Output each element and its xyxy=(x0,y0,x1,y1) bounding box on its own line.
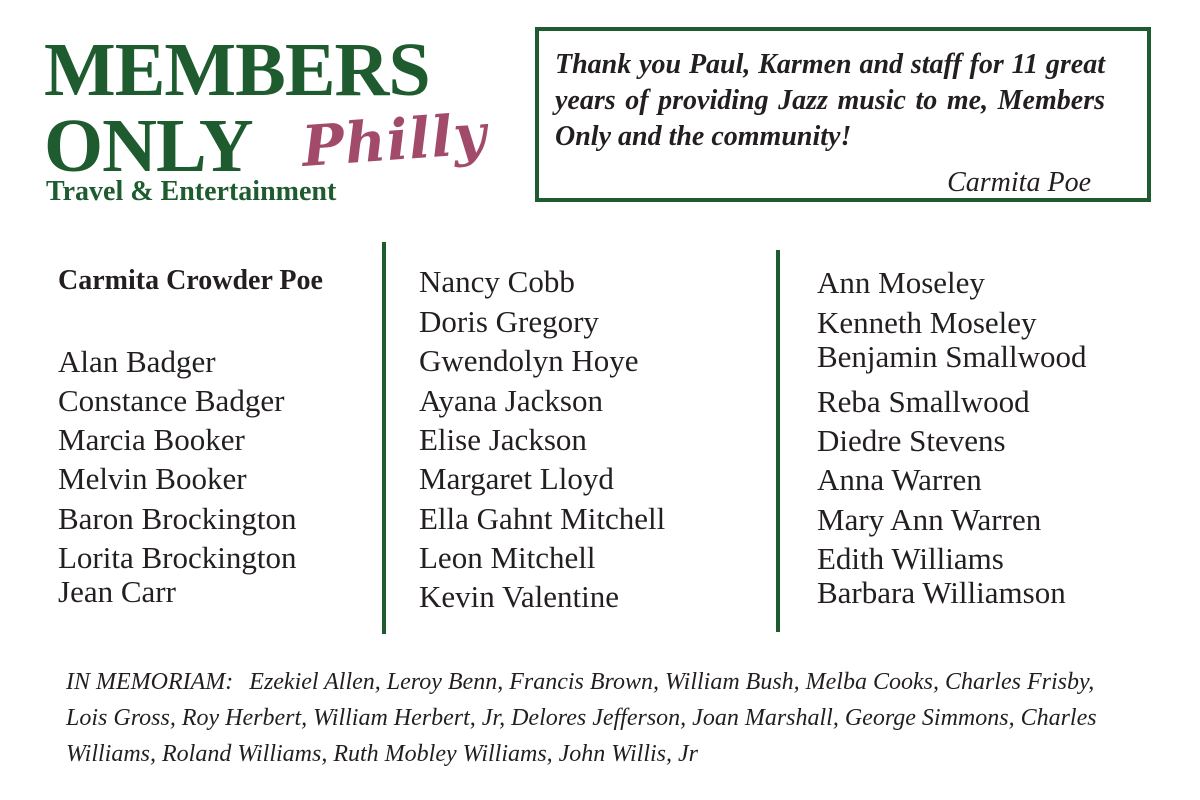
member-name: Marcia Booker xyxy=(58,422,245,457)
member-name: Alan Badger xyxy=(58,344,216,379)
member-name: Baron Brockington xyxy=(58,501,297,536)
member-name: Gwendolyn Hoye xyxy=(419,343,639,378)
headliner-name: Carmita Crowder Poe xyxy=(58,265,323,296)
member-name: Melvin Booker xyxy=(58,461,247,496)
member-name: Ayana Jackson xyxy=(419,383,603,418)
member-name: Edith Williams xyxy=(817,541,1004,576)
member-name: Kenneth Moseley xyxy=(817,305,1037,340)
in-memoriam-names: Ezekiel Allen, Leroy Benn, Francis Brown, William Bush, Melba Cooks, Charles Frisby, Lois Gross, Roy Herbert, William Herbert, Jr, Delores Jefferson, Joan Marshall, George Simmons, Charles Williams, Roland Williams, Ruth Mobley Williams, John Willis, Jr xyxy=(66,669,1097,767)
members-only-philly-logo xyxy=(44,30,504,210)
member-name: Ella Gahnt Mitchell xyxy=(419,501,666,536)
member-name: Elise Jackson xyxy=(419,422,587,457)
member-name: Doris Gregory xyxy=(419,304,599,339)
logo-only-text: ONLY xyxy=(44,104,253,188)
member-name: Reba Smallwood xyxy=(817,384,1030,419)
member-name: Jean Carr xyxy=(58,574,176,609)
in-memoriam-label: IN MEMORIAM: xyxy=(66,669,234,695)
member-name: Lorita Brockington xyxy=(58,540,297,575)
member-name: Constance Badger xyxy=(58,383,285,418)
member-name: Barbara Williamson xyxy=(817,575,1066,610)
member-name: Anna Warren xyxy=(817,462,982,497)
thank-you-box xyxy=(535,27,1151,202)
column-divider xyxy=(382,242,386,634)
member-name: Kevin Valentine xyxy=(419,579,620,614)
member-name: Diedre Stevens xyxy=(817,423,1006,458)
column-divider xyxy=(776,250,780,632)
member-name: Nancy Cobb xyxy=(419,264,575,299)
logo-tagline: Travel & Entertainment xyxy=(46,176,337,207)
member-name: Ann Moseley xyxy=(817,265,985,300)
member-name: Mary Ann Warren xyxy=(817,502,1042,537)
in-memoriam-section xyxy=(66,664,1132,772)
thank-you-signature: Carmita Poe xyxy=(947,167,1091,198)
member-name: Benjamin Smallwood xyxy=(817,339,1087,374)
logo-philly-script: Philly xyxy=(299,101,490,180)
member-name: Leon Mitchell xyxy=(419,540,596,575)
member-name: Margaret Lloyd xyxy=(419,461,614,496)
thank-you-message: Thank you Paul, Karmen and staff for 11 great years of providing Jazz music to me, Members Only and the community! xyxy=(555,49,1105,152)
logo-members-text: MEMBERS xyxy=(44,28,430,112)
